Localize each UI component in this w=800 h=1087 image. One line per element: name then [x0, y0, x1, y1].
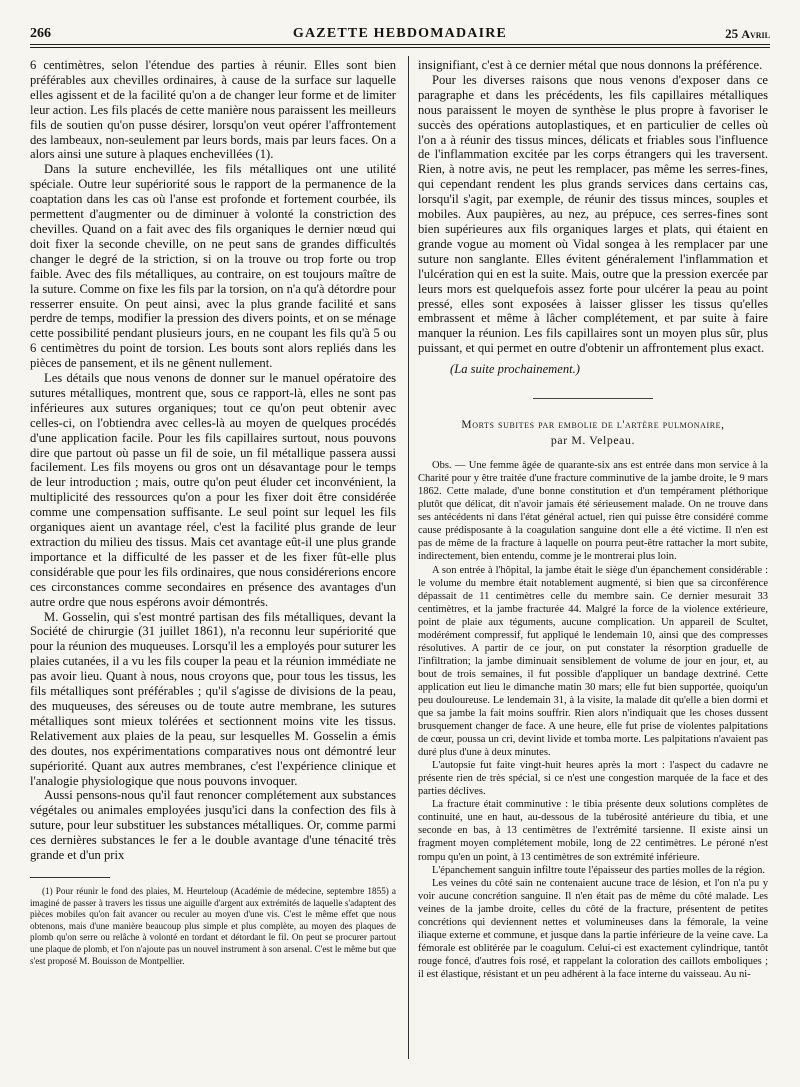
article-title-line: Morts subites par embolie de l'artère pulmonaire,: [461, 419, 725, 432]
footnote-rule: [30, 877, 110, 878]
article-author: par M. Velpeau.: [550, 433, 636, 448]
paragraph: A son entrée à l'hôpital, la jambe était le siège d'un épanchement considérable : le volume du membre était notablement augmenté, si bien que sa circonférence dépassait de 11 centimètres celle du membre sain. Ce dernier mesurait 33 centimètres, et la jambe fracturée 44. Malgré la force de la violence extérieure, point de plaie aux téguments, aucune complication. Un appareil de Scultet, modérément compressif, fut appliqué le lendemain 10, ainsi que des compresses résolutives. A partir de ce jour, on put constater la résorption graduelle de l'infiltration; la jambe diminuait sensiblement de volume de jour en jour, et, au bout de trois semaines, il fut possible d'appliquer un bandage dextriné. Cette application eut lieu le dimanche matin 30 mars; elle fut bien supportée, quoiqu'un peu douloureuse. Le lendemain 31, à la visite, la malade dit qu'elle a bien dormi et que sa jambe la fait moins souffrir. Rien alors n'indiquait que les choses dussent brusquement changer de face. A une heure, elle fut prise de violentes palpitations de cœur, poussa un cri, devint livide et tomba morte. Les palpitations n'avaient pas duré plus d'une à deux minutes.: [418, 564, 768, 759]
paragraph: La fracture était comminutive : le tibia présente deux solutions complètes de continuité, une en haut, au-dessous de la tubérosité antérieure du tibia, et une seconde en bas, à 13 centimètres de l'extrémité tarsienne. Il existe ainsi un fragment moyen complétement mobile, long de 22 centimètres. Le péroné n'est rompu qu'en un point, à 13 centimètres de son extrémité inférieure.: [418, 799, 768, 863]
page-number: 266: [30, 26, 51, 41]
paragraph: insignifiant, c'est à ce dernier métal que nous donnons la préférence.: [418, 58, 763, 72]
paragraph: Les veines du côté sain ne contenaient aucune trace de lésion, et l'on n'a pu y voir aucune concrétion sanguine. Il n'en était pas de même du côté malade. Les veines de la jambe droite, celles du côté de la fracture, présentent de petites concrétions qui deviennent nettes et volumineuses dans la fémorale, la veine iliaque externe et commune, et jusque dans la partie inférieure de la veine cave. La fémorale est oblitérée par le coagulum. Celui-ci est exactement cylindrique, tantôt rouge foncé, d'autres fois rosé, et rappelant la coloration des caillots emboliques ; il est élastique, résistant et un peu adhérent à la face interne du vaisseau. Au ni-: [418, 877, 768, 980]
paragraph: L'épanchement sanguin infiltre toute l'épaisseur des parties molles de la région.: [432, 864, 765, 876]
paragraph: 6 centimètres, selon l'étendue des parties à réunir. Elles sont bien préférables aux chevilles ordinaires, à cause de la surface sur laquelle elles agissent et de la facilité qu'on a de changer leur forme et de limiter leur action. Les fils placés de cette manière nous paraissent les meilleurs fils de soutien qu'on pusse désirer, lorsqu'on veut opérer l'affrontement des lambeaux, non-seulement par leurs bords, mais par leurs faces. On a alors ainsi une suture à plaques enchevillées (1).: [30, 58, 396, 162]
right-column: [418, 58, 768, 981]
left-column: [30, 58, 396, 967]
article-title: [418, 418, 768, 449]
issue-day: 25: [725, 26, 739, 41]
header-rule-bottom: [30, 47, 770, 48]
article-body: [418, 459, 768, 981]
paragraph: Aussi pensons-nous qu'il faut renoncer complétement aux substances végétales ou animales employées jusqu'ici dans la confection des fils à suture, pour leur substituer les substances métalliques. Or, comme parmi ces dernières substances le fer a le double avantage d'une ténacité très grande et d'un prix: [30, 788, 396, 863]
continuation-note: (La suite prochainement.): [450, 362, 580, 377]
paragraph: M. Gosselin, qui s'est montré partisan des fils métalliques, devant la Société de chirurgie (31 juillet 1861), n'a reconnu leur supériorité que pour la réunion des muqueuses. Lorsqu'il les a employés pour suturer les plaies cutanées, il a vu les fils couper la peau et la réunion immédiate ne pas avoir lieu. Quant à nous, nous croyons que, pour tous les tissus, les fils métalliques sont préférables ; qu'il s'agisse de divisions de la peau, des muqueuses, des séreuses ou de toute autre membrane, les sutures métalliques sont mieux tolérées et sectionnent moins vite les tissus. Relativement aux plaies de la peau, sur lesquelles M. Gosselin a émis des doutes, nos expérimentations comparatives nous ont démontré leur supériorité. Quant aux autres membranes, c'est l'expérience clinique et l'analogie physiologique que nous pouvons invoquer.: [30, 609, 397, 788]
paragraph: Dans la suture enchevillée, les fils métalliques ont une utilité spéciale. Outre leur supériorité sous le rapport de la permanence de la coaptation dans les cas où l'anse est profonde et fortement courbée, ils permettent d'augmenter ou de diminuer à volonté la constriction des chevilles. Quand on a fait avec des fils organiques le dernier nœud qui doit fixer la seconde cheville, on ne peut sans de grandes difficultés changer le degré de la striction, si on la trouve ou trop forte ou trop faible. Avec des fils métalliques, au contraire, on est toujours maître de la suture. Comme on fixe les fils par la torsion, on n'a qu'à détordre pour resserrer ensuite. On peut ainsi, avec la plus grande facilité et sans perdre de temps, modifier la pression des divers points, et on se ménage cette possibilité pendant plusieurs jours, en ne coupant les fils qu'à 5 ou 6 centimètres du point de torsion. Les bouts sont alors repliés dans les pièces de pansement, et ils ne gênent nullement.: [30, 162, 396, 371]
column-separator: [408, 56, 409, 1059]
header-rule-top: [30, 44, 770, 45]
issue-date: [725, 26, 770, 42]
section-divider: [418, 393, 768, 404]
journal-title: GAZETTE HEBDOMADAIRE: [292, 26, 508, 41]
paragraph: Pour les diverses raisons que nous venons d'exposer dans ce paragraphe et dans les précédents, les fils capillaires métalliques nous paraissent le moyen de synthèse le plus propre à favoriser le succès des opérations autoplastiques, et en particulier de celles où l'on a à réunir des tissus minces, délicats et friables sous l'influence de l'inflammation excitée par les corps étrangers qui les traversent. Rien, à notre avis, ne peut les remplacer, pas même les serres-fines, qui cependant rendent les plus grands services dans certains cas, lorsqu'il s'agit, par exemple, de réunir des tissus minces, souples et mobiles. Aux paupières, au nez, au prépuce, ces serres-fines sont bien supérieures aux fils organiques larges et plats, qui étaient en grande vogue au moment où Vidal songea à les remplacer par une suture non sanglante. Elles évitent généralement l'inflammation et l'ulcération qui en est la suite. Mais, outre que la pression exercée par leurs mors est quelquefois assez forte pour ulcérer la peau au point pressé, elles sont exposées à laisser glisser les tissus qu'elles embrassent et même à lâcher complétement, et par suite à faire manquer la réunion. Les fils capillaires sont un moyen plus sûr, plus puissant, et qui permet en outre d'obtenir un affrontement plus exact.: [418, 72, 768, 356]
paragraph: Obs. — Une femme âgée de quarante-six ans est entrée dans mon service à la Charité pour y être traitée d'une fracture comminutive de la jambe droite, le 9 mars 1862. Cette malade, d'une bonne constitution et d'un tempérament pléthorique plutôt que délicat, dit n'avoir jamais été sérieusement malade. On ne trouve dans ses antécédents ni dans l'état général actuel, rien qui puisse être considéré comme cause prédisposante à la coagulation sanguine dont elle a été victime. Il n'en est pas de même de la fracture à laquelle on pourra peut-être rattacher la mort subite, indirectement, bien entendu, comme je le montrerai plus loin.: [418, 460, 768, 563]
paragraph: Les détails que nous venons de donner sur le manuel opératoire des sutures métalliques, montrent que, sous ce rapport-là, elles ne sont pas inférieures aux sutures organiques; tout ce qu'on peut obtenir avec celles-ci, on l'obtiendra avec celles-là au moyen de quelques procédés d'une application facile. Pour les fils capillaires surtout, nous pouvons dire que partout où passe un fil de soie, un fil métallique passera aussi facilement. Les fils moyens ou gros ont un désavantage pour le temps de leur introduction ; mais, outre qu'on peut éluder cet inconvénient, la multiplicité des ressources qu'on a pour les fixer doit être considérée comme une compensation suffisante. Le seul point sur lequel les fils organiques aient un avantage réel, c'est la facilité plus grande de leur extraction du milieu des tissus. Mais cet avantage eût-il une plus grande importance et la difficulté de les passer et de les fixer fût-elle plus considérable que pour les fils ordinaires, que nous considérerions encore ces circonstances comme secondaires en présence des avantages d'un autre ordre que nous espérons avoir démontrés.: [30, 371, 396, 609]
issue-month: Avril: [741, 27, 770, 41]
paragraph: L'autopsie fut faite vingt-huit heures après la mort : l'aspect du cadavre ne présente rien de très spécial, si ce n'est une congestion marquée de la face et des parties déclives.: [418, 760, 768, 798]
footnote: (1) Pour réunir le fond des plaies, M. Heurteloup (Académie de médecine, septembre 1855) a imaginé de passer à travers les tissus une aiguille d'argent aux extrémités de laquelle s'adaptent des pièces mobiles qu'on fait avancer ou reculer au moyen d'une vis. C'est le même effet que nous obtenons, mais d'une manière beaucoup plus simple et plus complète, au moyen des plaques de plomb qu'on serre ou relâche à volonté en tordant et détordant le fil. On peut se procurer partout une plaque de plomb, et l'on n'ajoute pas un nouvel instrument à son arsenal. C'est le même but que s'est proposé M. Bouisson de Montpellier.: [30, 885, 396, 966]
